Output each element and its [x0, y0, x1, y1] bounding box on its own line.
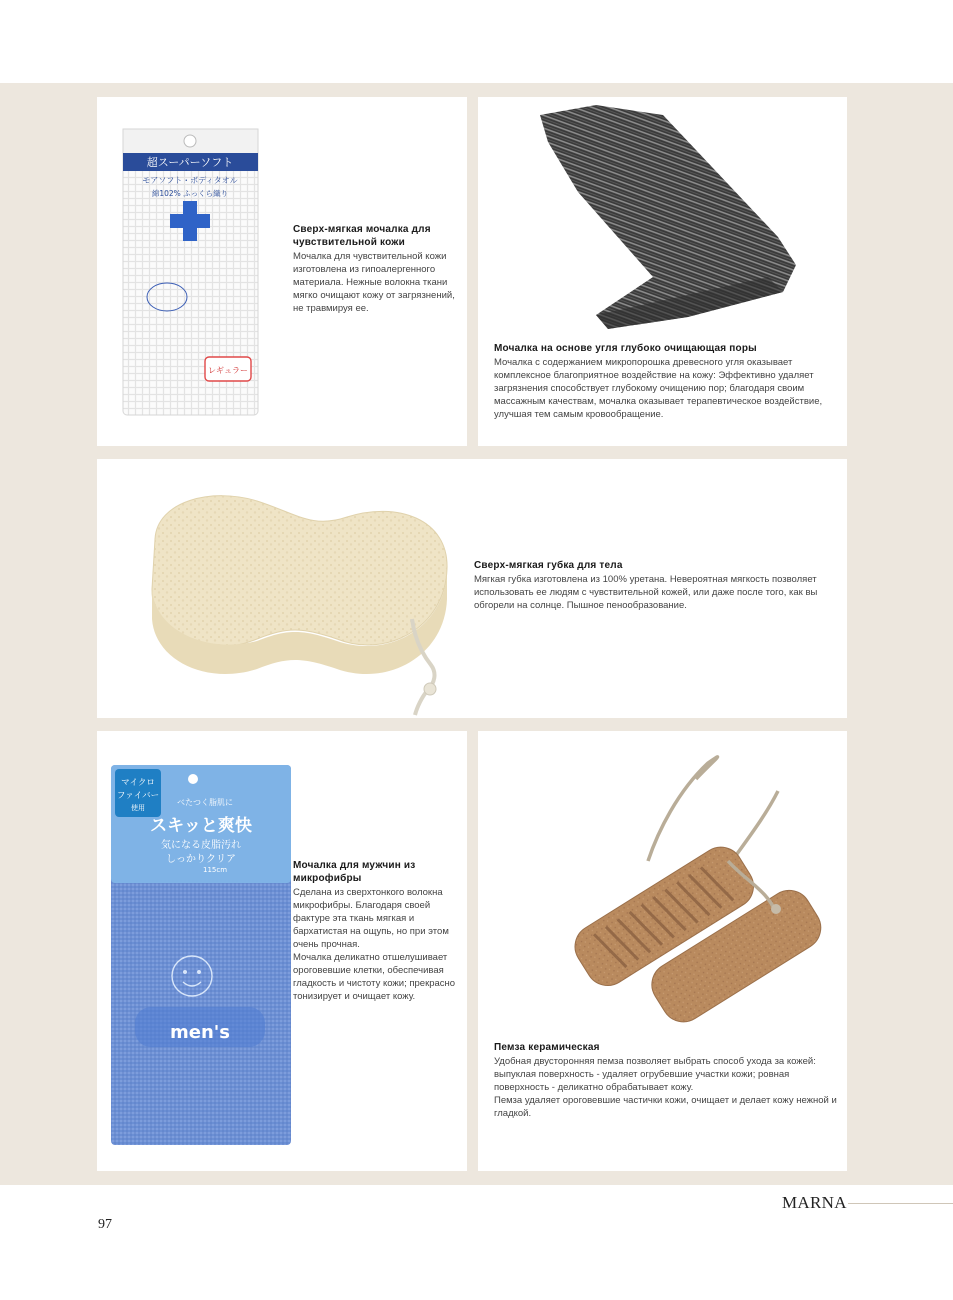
package-headline: スキッと爽快: [150, 816, 252, 836]
package-badge3: 使用: [131, 804, 145, 812]
package-line3: 綿102% ふっくら織り: [151, 189, 229, 198]
package-line2: モアソフト・ボディタオル: [142, 176, 238, 185]
product-card-soft-towel: [97, 97, 467, 446]
package-badge2: ファイバー: [116, 791, 160, 801]
product-title: Сверх-мягкая мочалка для чувствительной кожи: [293, 224, 431, 248]
package-sub2: しっかりクリア: [166, 854, 236, 865]
product-body: Мягкая губка изготовлена из 100% уретана. Невероятная мягкость позволяет использовать ее людям с чувствительной кожей, или даже после того, как вы обгорели на солнце. Пышное пенообразование.: [474, 574, 818, 611]
package-sub1: 気になる皮脂汚れ: [161, 840, 241, 851]
product-card-mens-towel: [97, 731, 467, 1171]
page-number: 97: [98, 1217, 112, 1232]
package-tag: べたつく脂肌に: [177, 798, 233, 807]
product-body: Мочалка для чувствительной кожи изготовлена из гипоалергенного материала. Нежные волокна ткани мягко очищают кожу от загрязнений, не травмируя ее.: [293, 251, 455, 314]
package-line1: 超スーパーソフト: [146, 156, 234, 169]
brand-logo: MARNA: [782, 1193, 847, 1212]
product-description: [293, 223, 458, 315]
product-description: [293, 859, 458, 1003]
product-card-charcoal-towel: [478, 97, 847, 446]
product-description: [474, 559, 834, 612]
package-label: レギュラー: [208, 366, 248, 375]
product-title: Мочалка для мужчин из микрофибры: [293, 860, 416, 884]
product-title: Пемза керамическая: [494, 1042, 600, 1053]
product-body: Удобная двусторонняя пемза позволяет выбрать способ ухода за кожей: выпуклая поверхность - удаляет огрубевшие участки кожи; ровная поверхность - деликатно обрабатывает кожу. Пемза удаляет ороговевшие частички кожи, очищает и делает кожу нежной и гладкой.: [494, 1056, 837, 1119]
product-card-body-sponge: [97, 459, 847, 718]
product-card-ceramic-pumice: [478, 731, 847, 1171]
package-logo: men's: [169, 1022, 231, 1043]
package-badge1: マイクロ: [121, 778, 155, 788]
product-body: Мочалка с содержанием микропорошка древесного угля оказывает комплексное благоприятное воздействие на кожу: Эффективно удаляет загрязнения способствует глубокому очищению пор; благодаря своим массажным качествам, мочалка оказывает терапевтическое воздействие, улучшая тем самым кровообращение.: [494, 357, 823, 420]
product-body: Сделана из сверхтонкого волокна микрофибры. Благодаря своей фактуре эта ткань мягкая и бархатистая на ощупь, но при этом очень прочная. Мочалка деликатно отшелушивает ороговевшие клетки, обеспечивая гладкость и чистоту кожи; прекрасно тонизирует и очищает кожу.: [293, 887, 456, 1002]
product-title: Сверх-мягкая губка для тела: [474, 560, 623, 571]
product-description: [494, 1041, 839, 1120]
package-size: 115cm: [202, 866, 228, 874]
product-title: Мочалка на основе угля глубоко очищающая поры: [494, 343, 757, 354]
brand-divider: [848, 1203, 953, 1204]
product-description: [494, 342, 839, 421]
